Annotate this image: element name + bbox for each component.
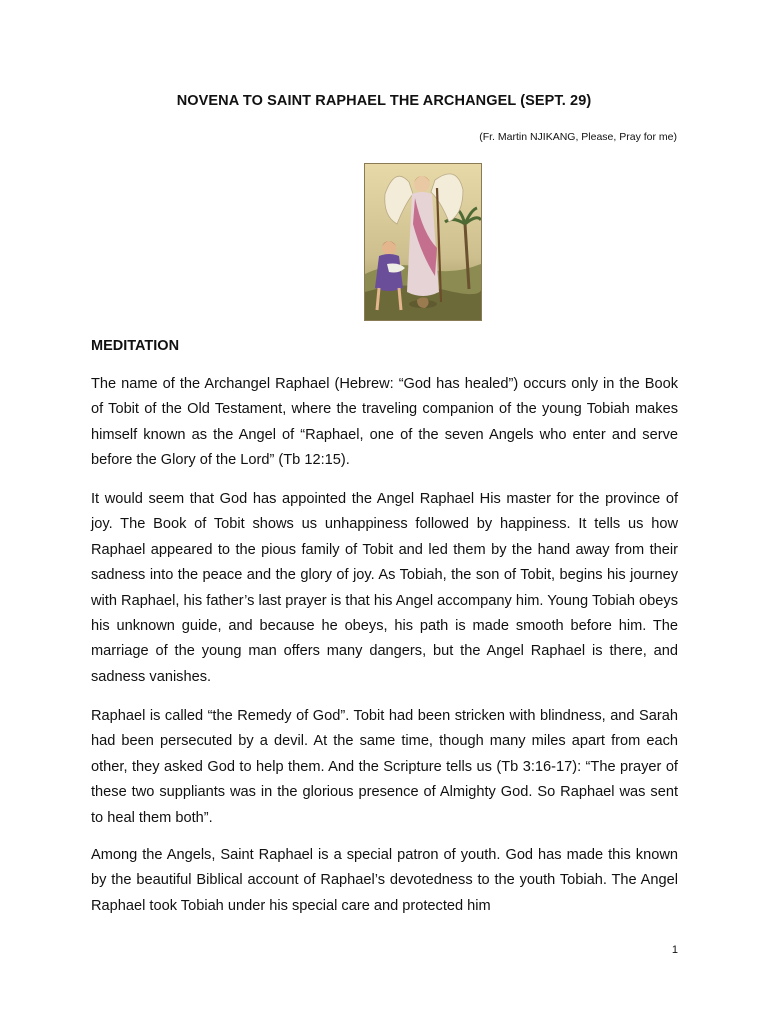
page-number: 1: [671, 944, 678, 956]
attribution-line: (Fr. Martin NJIKANG, Please, Pray for me): [479, 131, 677, 143]
archangel-illustration-icon: [365, 164, 481, 320]
section-heading: MEDITATION: [91, 338, 180, 354]
paragraph: The name of the Archangel Raphael (Hebrew: “God has healed”) occurs only in the Book of Tobit of the Old Testament, where the traveling companion of the young Tobiah makes himself known as the Angel of “Raphael, one of the seven Angels who enter and serve before the Glory of the Lord” (Tb 12:15).: [91, 376, 678, 469]
paragraph: Raphael is called “the Remedy of God”. Tobit had been stricken with blindness, and Sarah had been persecuted by a devil. At the same time, though many miles apart from each other, they asked God to help them. And the Scripture tells us (Tb 3:16-17): “The prayer of these two suppliants was in the glorious presence of Almighty God. So Raphael was sent to heal them both”.: [91, 708, 678, 826]
archangel-raphael-image: [364, 163, 482, 321]
paragraph: Among the Angels, Saint Raphael is a special patron of youth. God has made this known by the beautiful Biblical account of Raphael’s devotedness to the youth Tobiah. The Angel Raphael took Tobiah under his special care and protected him: [91, 847, 678, 914]
page-title: NOVENA TO SAINT RAPHAEL THE ARCHANGEL (SEPT. 29): [176, 93, 592, 109]
paragraph: It would seem that God has appointed the Angel Raphael His master for the province of joy. The Book of Tobit shows us unhappiness followed by happiness. It tells us how Raphael appeared to the pious family of Tobit and led them by the hand away from their sadness into the peace and the glory of joy. As Tobiah, the son of Tobit, begins his journey with Raphael, his father’s last prayer is that his Angel accompany him. Young Tobiah obeys his unknown guide, and because he obeys, his path is made smooth before him. The marriage of the young man offers many dangers, but the Angel Raphael is there, and sadness vanishes.: [91, 491, 678, 685]
